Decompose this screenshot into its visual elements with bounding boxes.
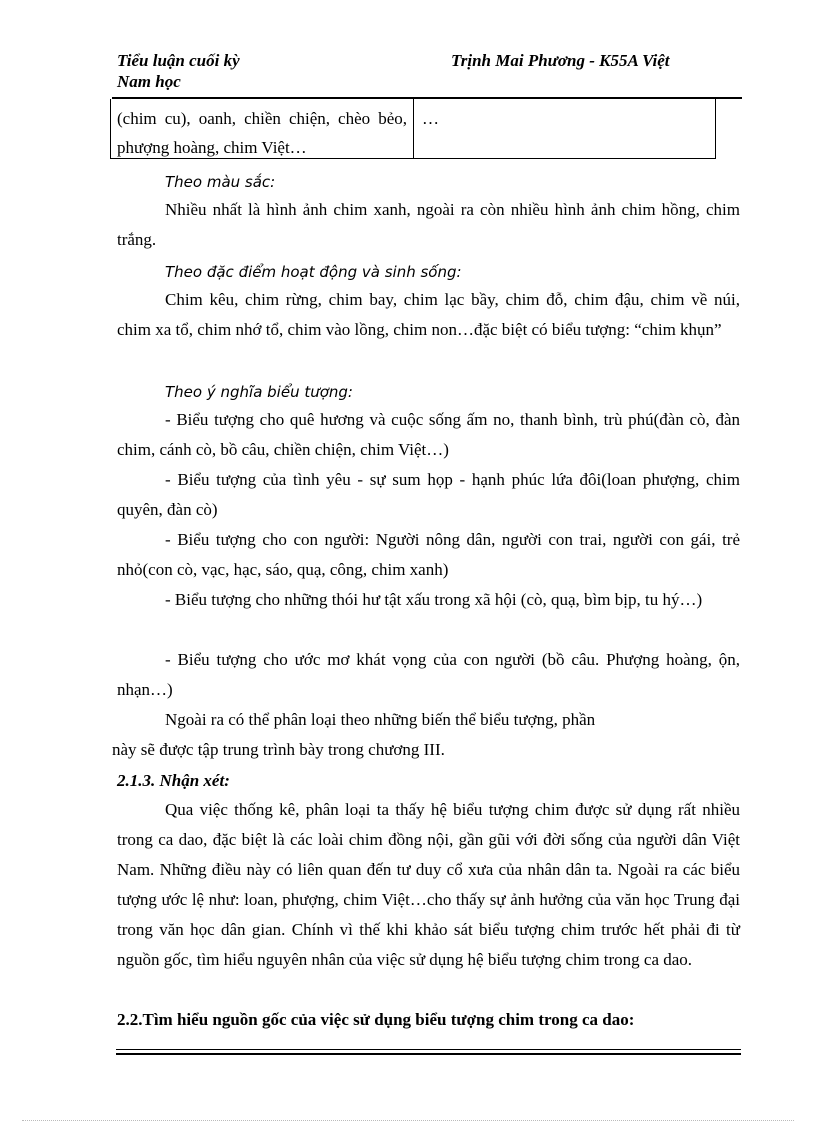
bullet-vices: - Biểu tượng cho những thói hư tật xấu trong xã hội (cò, quạ, bìm bịp, tu hý…) [165,590,703,609]
footer-rule-thick [116,1053,741,1055]
page-bottom-edge [22,1120,794,1121]
paragraph-other [112,705,740,765]
bullet-love: - Biểu tượng của tình yêu - sự sum họp - hạnh phúc lứa đôi(loan phượng, chim quyên, đàn cò) [117,470,740,519]
subheading-color: Theo màu sắc: [165,173,276,191]
header-left [117,50,417,92]
header-author: Trịnh Mai Phương - K55A Việt [451,51,670,70]
continued-table [110,99,716,159]
heading-2-1-3: 2.1.3. Nhận xét: [117,771,230,790]
paragraph-other-line1: Ngoài ra có thể phân loại theo những biến thể biểu tượng, phần [165,710,596,729]
paragraph-activity: Chim kêu, chim rừng, chim bay, chim lạc bầy, chim đỗ, chim đậu, chim về núi, chim xa tổ, chim nhớ tổ, chim vào lồng, chim non…đặc biệt có biểu tượng: “chim khụn” [117,290,740,339]
bullet-people: - Biểu tượng cho con người: Người nông dân, người con trai, người con gái, trẻ nhỏ(con cò, vạc, hạc, sáo, quạ, công, chim xanh) [117,530,740,579]
table-cell-ellipsis: … [422,109,439,128]
bullet-aspirations: - Biểu tượng cho ước mơ khát vọng của con người (bồ câu. Phượng hoàng, ộn, nhạn…) [117,650,740,699]
footer-rule-thin [116,1049,741,1050]
subheading-meaning: Theo ý nghĩa biểu tượng: [165,383,353,401]
paragraph-color: Nhiều nhất là hình ảnh chim xanh, ngoài ra còn nhiều hình ảnh chim hồng, chim trắng. [117,200,740,249]
table-cell-birds: (chim cu), oanh, chiền chiện, chèo bẻo, phượng hoàng, chim Việt… [111,99,414,158]
heading-2-2: 2.2.Tìm hiểu nguồn gốc của việc sử dụng biểu tượng chim trong ca dao: [117,1010,635,1029]
header-course-title: Tiểu luận cuối kỳ [117,51,240,70]
paragraph-remark: Qua việc thống kê, phân loại ta thấy hệ biểu tượng chim được sử dụng rất nhiều trong ca dao, đặc biệt là các loài chim đồng nội, gần gũi với đời sống của người dân Việt Nam. Những điều này có liên quan đến tư duy cổ xưa của nhân dân ta. Ngoài ra các biểu tượng ước lệ như: loan, phượng, chim Việt…cho thấy sự ảnh hưởng của văn học Trung đại trong văn học dân gian. Chính vì thế khi khảo sát biểu tượng chim trước hết phải đi từ nguồn gốc, tìm hiểu nguyên nhân của việc sử dụng hệ biểu tượng chim trong ca dao. [117,800,740,969]
paragraph-other-line2: này sẽ được tập trung trình bày trong chương III. [112,740,445,759]
subheading-activity: Theo đặc điểm hoạt động và sinh sống: [165,263,462,281]
bullet-homeland: - Biểu tượng cho quê hương và cuộc sống ấm no, thanh bình, trù phú(đàn cò, đàn chim, cánh cò, bồ câu, chiền chiện, chim Việt…) [117,410,740,459]
header-course-subtitle: Nam học [117,72,181,91]
